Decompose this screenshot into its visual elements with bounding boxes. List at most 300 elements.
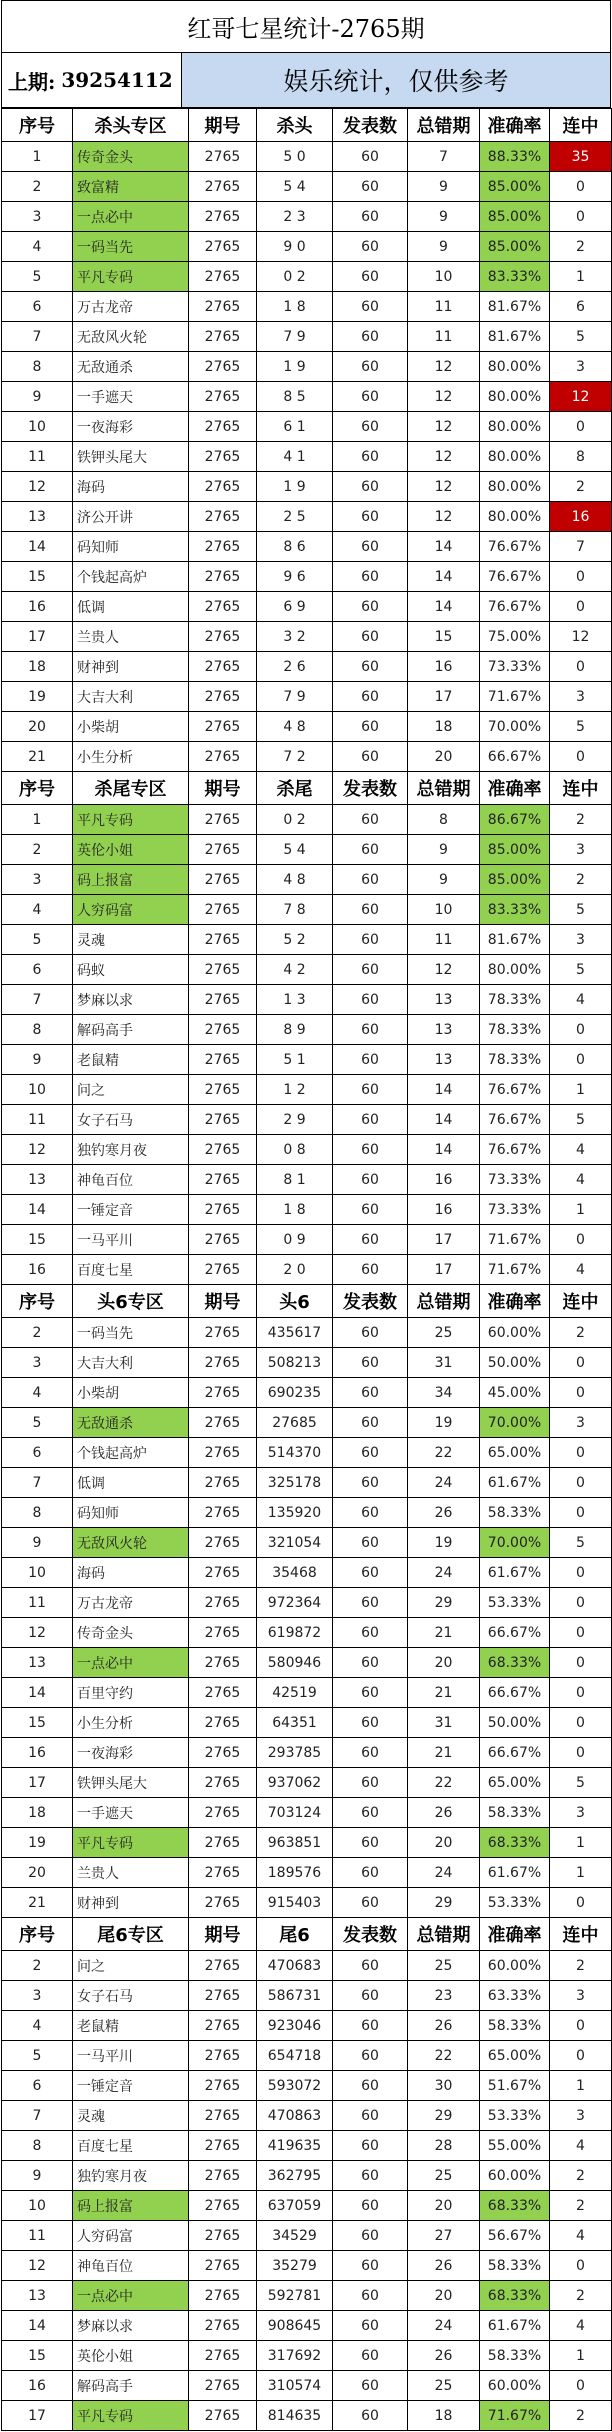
rate-cell: 60.00% xyxy=(480,1951,550,1981)
miss-cell: 26 xyxy=(408,2251,480,2281)
pick-cell: 0 2 xyxy=(257,805,333,835)
count-cell: 60 xyxy=(333,322,408,352)
miss-cell: 12 xyxy=(408,442,480,472)
issue-cell: 2765 xyxy=(189,1318,257,1348)
table-row xyxy=(2,955,612,985)
miss-cell: 25 xyxy=(408,2371,480,2401)
issue-cell: 2765 xyxy=(189,2281,257,2311)
pick-cell: 5 0 xyxy=(257,142,333,172)
pick-cell: 435617 xyxy=(257,1318,333,1348)
pick-cell: 7 8 xyxy=(257,895,333,925)
issue-cell: 2765 xyxy=(189,1045,257,1075)
miss-cell: 7 xyxy=(408,142,480,172)
name-cell: 一点必中 xyxy=(73,2281,189,2311)
name-cell: 万古龙帝 xyxy=(73,292,189,322)
rate-cell: 56.67% xyxy=(480,2221,550,2251)
index-cell: 15 xyxy=(2,1708,73,1738)
issue-cell: 2765 xyxy=(189,712,257,742)
name-cell: 小生分析 xyxy=(73,742,189,772)
count-cell: 60 xyxy=(333,1438,408,1468)
pick-cell: 4 2 xyxy=(257,955,333,985)
table-row xyxy=(2,742,612,772)
index-cell: 10 xyxy=(2,412,73,442)
count-cell: 60 xyxy=(333,1648,408,1678)
index-cell: 14 xyxy=(2,532,73,562)
miss-cell: 29 xyxy=(408,1888,480,1918)
miss-cell: 22 xyxy=(408,1768,480,1798)
rate-cell: 80.00% xyxy=(480,955,550,985)
table-row xyxy=(2,865,612,895)
table-row xyxy=(2,1225,612,1255)
count-cell: 60 xyxy=(333,1528,408,1558)
table-row xyxy=(2,1135,612,1165)
name-cell: 个钱起高炉 xyxy=(73,562,189,592)
name-cell: 英伦小姐 xyxy=(73,2341,189,2371)
count-cell: 60 xyxy=(333,502,408,532)
index-cell: 19 xyxy=(2,1828,73,1858)
streak-cell: 5 xyxy=(550,1528,612,1558)
streak-cell: 0 xyxy=(550,172,612,202)
count-cell: 60 xyxy=(333,202,408,232)
issue-cell: 2765 xyxy=(189,2251,257,2281)
table-row xyxy=(2,1981,612,2011)
count-cell: 60 xyxy=(333,562,408,592)
pick-cell: 3 2 xyxy=(257,622,333,652)
name-cell: 致富精 xyxy=(73,172,189,202)
count-cell: 60 xyxy=(333,805,408,835)
issue-cell: 2765 xyxy=(189,955,257,985)
index-cell: 20 xyxy=(2,712,73,742)
pick-cell: 1 2 xyxy=(257,1075,333,1105)
miss-cell: 12 xyxy=(408,955,480,985)
issue-cell: 2765 xyxy=(189,262,257,292)
index-cell: 19 xyxy=(2,682,73,712)
rate-cell: 66.67% xyxy=(480,742,550,772)
table-row xyxy=(2,382,612,412)
rate-cell: 85.00% xyxy=(480,202,550,232)
streak-cell: 12 xyxy=(550,382,612,412)
pick-cell: 35468 xyxy=(257,1558,333,1588)
index-cell: 5 xyxy=(2,262,73,292)
pick-cell: 2 3 xyxy=(257,202,333,232)
count-cell: 60 xyxy=(333,955,408,985)
issue-cell: 2765 xyxy=(189,592,257,622)
issue-cell: 2765 xyxy=(189,1828,257,1858)
rate-cell: 60.00% xyxy=(480,2371,550,2401)
pick-cell: 7 9 xyxy=(257,682,333,712)
pick-cell: 34529 xyxy=(257,2221,333,2251)
name-cell: 女子石马 xyxy=(73,1105,189,1135)
count-cell: 60 xyxy=(333,142,408,172)
issue-cell: 2765 xyxy=(189,1888,257,1918)
rate-cell: 80.00% xyxy=(480,352,550,382)
miss-cell: 22 xyxy=(408,1438,480,1468)
column-header: 序号 xyxy=(2,1918,73,1951)
miss-cell: 12 xyxy=(408,472,480,502)
pick-cell: 362795 xyxy=(257,2161,333,2191)
table-row xyxy=(2,2191,612,2221)
pick-cell: 317692 xyxy=(257,2341,333,2371)
index-cell: 16 xyxy=(2,2371,73,2401)
rate-cell: 76.67% xyxy=(480,532,550,562)
column-header: 总错期 xyxy=(408,1285,480,1318)
count-cell: 60 xyxy=(333,2311,408,2341)
issue-cell: 2765 xyxy=(189,1195,257,1225)
index-cell: 4 xyxy=(2,895,73,925)
count-cell: 60 xyxy=(333,2401,408,2431)
issue-cell: 2765 xyxy=(189,895,257,925)
index-cell: 14 xyxy=(2,1678,73,1708)
miss-cell: 20 xyxy=(408,2281,480,2311)
index-cell: 17 xyxy=(2,1768,73,1798)
issue-cell: 2765 xyxy=(189,1135,257,1165)
miss-cell: 24 xyxy=(408,2311,480,2341)
index-cell: 18 xyxy=(2,1798,73,1828)
pick-cell: 419635 xyxy=(257,2131,333,2161)
pick-cell: 5 4 xyxy=(257,172,333,202)
index-cell: 21 xyxy=(2,1888,73,1918)
streak-cell: 0 xyxy=(550,1678,612,1708)
issue-cell: 2765 xyxy=(189,1858,257,1888)
rate-cell: 86.67% xyxy=(480,805,550,835)
issue-cell: 2765 xyxy=(189,2101,257,2131)
pick-cell: 5 2 xyxy=(257,925,333,955)
table-row xyxy=(2,1648,612,1678)
miss-cell: 12 xyxy=(408,352,480,382)
name-cell: 一点必中 xyxy=(73,202,189,232)
streak-cell: 4 xyxy=(550,2311,612,2341)
issue-cell: 2765 xyxy=(189,2221,257,2251)
rate-cell: 61.67% xyxy=(480,1558,550,1588)
issue-cell: 2765 xyxy=(189,1528,257,1558)
name-cell: 平凡专码 xyxy=(73,1828,189,1858)
miss-cell: 18 xyxy=(408,2401,480,2431)
streak-cell: 3 xyxy=(550,2101,612,2131)
rate-cell: 65.00% xyxy=(480,1768,550,1798)
index-cell: 5 xyxy=(2,2041,73,2071)
issue-cell: 2765 xyxy=(189,2191,257,2221)
name-cell: 老鼠精 xyxy=(73,2011,189,2041)
streak-cell: 8 xyxy=(550,442,612,472)
streak-cell: 2 xyxy=(550,2161,612,2191)
miss-cell: 25 xyxy=(408,1951,480,1981)
index-cell: 15 xyxy=(2,2341,73,2371)
rate-cell: 66.67% xyxy=(480,1738,550,1768)
count-cell: 60 xyxy=(333,2041,408,2071)
count-cell: 60 xyxy=(333,352,408,382)
name-cell: 个钱起高炉 xyxy=(73,1438,189,1468)
index-cell: 10 xyxy=(2,1558,73,1588)
table-row xyxy=(2,2221,612,2251)
index-cell: 1 xyxy=(2,142,73,172)
table-row xyxy=(2,1678,612,1708)
miss-cell: 14 xyxy=(408,1075,480,1105)
rate-cell: 61.67% xyxy=(480,2311,550,2341)
miss-cell: 11 xyxy=(408,322,480,352)
name-cell: 财神到 xyxy=(73,1888,189,1918)
table-row xyxy=(2,1378,612,1408)
column-header: 杀头 xyxy=(257,109,333,142)
pick-cell: 9 6 xyxy=(257,562,333,592)
miss-cell: 12 xyxy=(408,412,480,442)
pick-cell: 923046 xyxy=(257,2011,333,2041)
miss-cell: 26 xyxy=(408,1798,480,1828)
miss-cell: 14 xyxy=(408,532,480,562)
name-cell: 一马平川 xyxy=(73,1225,189,1255)
table-row xyxy=(2,442,612,472)
pick-cell: 2 0 xyxy=(257,1255,333,1285)
miss-cell: 14 xyxy=(408,592,480,622)
pick-cell: 4 8 xyxy=(257,712,333,742)
count-cell: 60 xyxy=(333,2131,408,2161)
streak-cell: 2 xyxy=(550,865,612,895)
table-row xyxy=(2,622,612,652)
miss-cell: 16 xyxy=(408,1195,480,1225)
name-cell: 平凡专码 xyxy=(73,805,189,835)
rate-cell: 65.00% xyxy=(480,1438,550,1468)
miss-cell: 24 xyxy=(408,1558,480,1588)
streak-cell: 2 xyxy=(550,805,612,835)
index-cell: 8 xyxy=(2,1015,73,1045)
miss-cell: 15 xyxy=(408,622,480,652)
rate-cell: 71.67% xyxy=(480,1225,550,1255)
name-cell: 小柴胡 xyxy=(73,712,189,742)
streak-cell: 5 xyxy=(550,322,612,352)
table-row xyxy=(2,232,612,262)
streak-cell: 5 xyxy=(550,1105,612,1135)
streak-cell: 1 xyxy=(550,2341,612,2371)
table-row xyxy=(2,1558,612,1588)
issue-cell: 2765 xyxy=(189,442,257,472)
index-cell: 12 xyxy=(2,1135,73,1165)
table-row xyxy=(2,2161,612,2191)
pick-cell: 1 9 xyxy=(257,352,333,382)
streak-cell: 1 xyxy=(550,1828,612,1858)
count-cell: 60 xyxy=(333,292,408,322)
pick-cell: 514370 xyxy=(257,1438,333,1468)
streak-cell: 0 xyxy=(550,1498,612,1528)
pick-cell: 908645 xyxy=(257,2311,333,2341)
table-row xyxy=(2,1408,612,1438)
issue-cell: 2765 xyxy=(189,985,257,1015)
column-header: 准确率 xyxy=(480,109,550,142)
miss-cell: 23 xyxy=(408,1981,480,2011)
column-header: 杀头专区 xyxy=(73,109,189,142)
pick-cell: 4 8 xyxy=(257,865,333,895)
issue-cell: 2765 xyxy=(189,2341,257,2371)
miss-cell: 9 xyxy=(408,172,480,202)
streak-cell: 3 xyxy=(550,682,612,712)
rate-cell: 76.67% xyxy=(480,1105,550,1135)
issue-cell: 2765 xyxy=(189,1981,257,2011)
rate-cell: 53.33% xyxy=(480,2101,550,2131)
table-row xyxy=(2,2071,612,2101)
issue-cell: 2765 xyxy=(189,502,257,532)
issue-cell: 2765 xyxy=(189,2161,257,2191)
index-cell: 6 xyxy=(2,1438,73,1468)
rate-cell: 58.33% xyxy=(480,2011,550,2041)
count-cell: 60 xyxy=(333,2281,408,2311)
count-cell: 60 xyxy=(333,1225,408,1255)
name-cell: 无敌通杀 xyxy=(73,352,189,382)
rate-cell: 70.00% xyxy=(480,712,550,742)
count-cell: 60 xyxy=(333,2071,408,2101)
issue-cell: 2765 xyxy=(189,1015,257,1045)
miss-cell: 10 xyxy=(408,262,480,292)
column-header: 发表数 xyxy=(333,1285,408,1318)
count-cell: 60 xyxy=(333,1165,408,1195)
section-header xyxy=(2,1285,612,1318)
index-cell: 13 xyxy=(2,1165,73,1195)
streak-cell: 4 xyxy=(550,2131,612,2161)
issue-cell: 2765 xyxy=(189,292,257,322)
count-cell: 60 xyxy=(333,2161,408,2191)
miss-cell: 9 xyxy=(408,865,480,895)
streak-cell: 0 xyxy=(550,1738,612,1768)
table-row xyxy=(2,352,612,382)
miss-cell: 16 xyxy=(408,1165,480,1195)
count-cell: 60 xyxy=(333,1075,408,1105)
name-cell: 解码高手 xyxy=(73,2371,189,2401)
index-cell: 9 xyxy=(2,1045,73,1075)
miss-cell: 13 xyxy=(408,1045,480,1075)
name-cell: 解码高手 xyxy=(73,1015,189,1045)
miss-cell: 20 xyxy=(408,1828,480,1858)
rate-cell: 85.00% xyxy=(480,865,550,895)
rate-cell: 58.33% xyxy=(480,1798,550,1828)
issue-cell: 2765 xyxy=(189,1255,257,1285)
streak-cell: 0 xyxy=(550,742,612,772)
index-cell: 2 xyxy=(2,835,73,865)
name-cell: 神龟百位 xyxy=(73,2251,189,2281)
table-row xyxy=(2,262,612,292)
name-cell: 无敌风火轮 xyxy=(73,1528,189,1558)
count-cell: 60 xyxy=(333,622,408,652)
count-cell: 60 xyxy=(333,1798,408,1828)
issue-cell: 2765 xyxy=(189,322,257,352)
rate-cell: 76.67% xyxy=(480,1075,550,1105)
name-cell: 兰贵人 xyxy=(73,1858,189,1888)
miss-cell: 25 xyxy=(408,1318,480,1348)
count-cell: 60 xyxy=(333,1015,408,1045)
last-draw-label: 上期: xyxy=(8,69,56,94)
name-cell: 百度七星 xyxy=(73,2131,189,2161)
index-cell: 2 xyxy=(2,1951,73,1981)
name-cell: 一锤定音 xyxy=(73,1195,189,1225)
column-header: 连中 xyxy=(550,109,612,142)
pick-cell: 654718 xyxy=(257,2041,333,2071)
rate-cell: 71.67% xyxy=(480,2401,550,2431)
index-cell: 4 xyxy=(2,1378,73,1408)
rate-cell: 53.33% xyxy=(480,1888,550,1918)
pick-cell: 6 9 xyxy=(257,592,333,622)
table-row xyxy=(2,985,612,1015)
count-cell: 60 xyxy=(333,835,408,865)
rate-cell: 66.67% xyxy=(480,1678,550,1708)
streak-cell: 2 xyxy=(550,2191,612,2221)
pick-cell: 6 1 xyxy=(257,412,333,442)
table-row xyxy=(2,1618,612,1648)
rate-cell: 68.33% xyxy=(480,1648,550,1678)
issue-cell: 2765 xyxy=(189,1951,257,1981)
streak-cell: 35 xyxy=(550,142,612,172)
name-cell: 码知师 xyxy=(73,532,189,562)
issue-cell: 2765 xyxy=(189,805,257,835)
index-cell: 4 xyxy=(2,2011,73,2041)
streak-cell: 4 xyxy=(550,2221,612,2251)
name-cell: 兰贵人 xyxy=(73,622,189,652)
index-cell: 11 xyxy=(2,2221,73,2251)
rate-cell: 71.67% xyxy=(480,1255,550,1285)
miss-cell: 22 xyxy=(408,2041,480,2071)
rate-cell: 60.00% xyxy=(480,1318,550,1348)
name-cell: 灵魂 xyxy=(73,2101,189,2131)
pick-cell: 35279 xyxy=(257,2251,333,2281)
pick-cell: 0 9 xyxy=(257,1225,333,1255)
table-row xyxy=(2,1105,612,1135)
rate-cell: 73.33% xyxy=(480,652,550,682)
count-cell: 60 xyxy=(333,262,408,292)
streak-cell: 3 xyxy=(550,1408,612,1438)
issue-cell: 2765 xyxy=(189,2371,257,2401)
index-cell: 15 xyxy=(2,1225,73,1255)
pick-cell: 293785 xyxy=(257,1738,333,1768)
table-row xyxy=(2,1828,612,1858)
issue-cell: 2765 xyxy=(189,1438,257,1468)
name-cell: 传奇金头 xyxy=(73,1618,189,1648)
table-row xyxy=(2,1738,612,1768)
streak-cell: 4 xyxy=(550,985,612,1015)
name-cell: 济公开讲 xyxy=(73,502,189,532)
pick-cell: 0 2 xyxy=(257,262,333,292)
streak-cell: 0 xyxy=(550,652,612,682)
info-bar xyxy=(1,52,611,108)
rate-cell: 61.67% xyxy=(480,1468,550,1498)
table-row xyxy=(2,292,612,322)
count-cell: 60 xyxy=(333,1618,408,1648)
pick-cell: 9 0 xyxy=(257,232,333,262)
table-row xyxy=(2,1318,612,1348)
pick-cell: 7 9 xyxy=(257,322,333,352)
rate-cell: 76.67% xyxy=(480,562,550,592)
miss-cell: 9 xyxy=(408,232,480,262)
name-cell: 人穷码富 xyxy=(73,2221,189,2251)
table-row xyxy=(2,592,612,622)
name-cell: 问之 xyxy=(73,1951,189,1981)
pick-cell: 592781 xyxy=(257,2281,333,2311)
count-cell: 60 xyxy=(333,2221,408,2251)
miss-cell: 11 xyxy=(408,292,480,322)
index-cell: 10 xyxy=(2,1075,73,1105)
pick-cell: 619872 xyxy=(257,1618,333,1648)
rate-cell: 70.00% xyxy=(480,1528,550,1558)
pick-cell: 915403 xyxy=(257,1888,333,1918)
index-cell: 8 xyxy=(2,2131,73,2161)
miss-cell: 21 xyxy=(408,1618,480,1648)
issue-cell: 2765 xyxy=(189,1618,257,1648)
table-row xyxy=(2,1858,612,1888)
streak-cell: 3 xyxy=(550,352,612,382)
count-cell: 60 xyxy=(333,1858,408,1888)
count-cell: 60 xyxy=(333,1828,408,1858)
column-header: 尾6专区 xyxy=(73,1918,189,1951)
table-row xyxy=(2,2041,612,2071)
table-row xyxy=(2,2101,612,2131)
name-cell: 铁钾头尾大 xyxy=(73,442,189,472)
miss-cell: 19 xyxy=(408,1408,480,1438)
name-cell: 一码当先 xyxy=(73,232,189,262)
rate-cell: 45.00% xyxy=(480,1378,550,1408)
